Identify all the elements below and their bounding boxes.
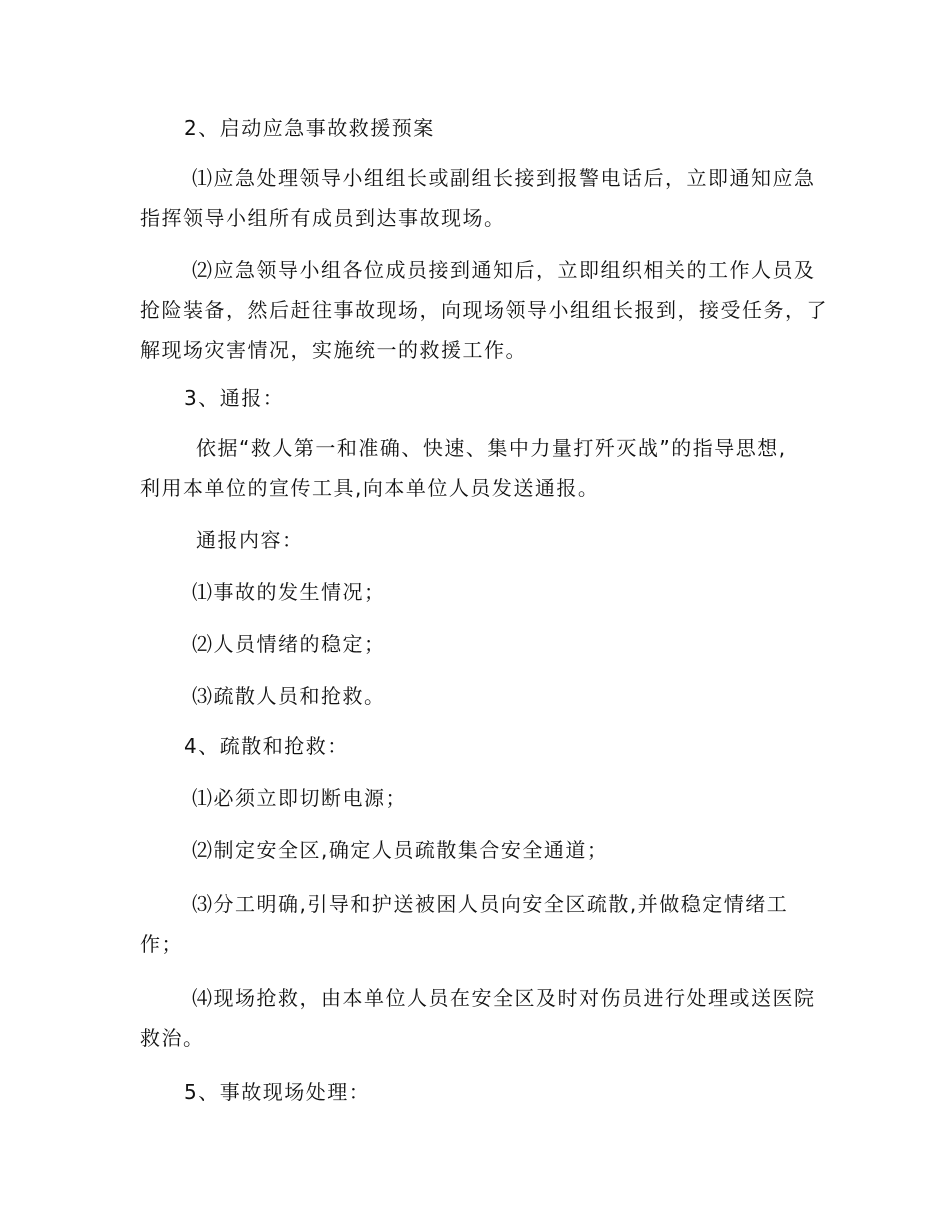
evacuation-item-2: ⑵制定安全区,确定人员疏散集合安全通道；: [192, 838, 609, 862]
evacuation-item-3: ⑶分工明确,引导和护送被困人员向安全区疏散,并做稳定情绪工作；: [140, 892, 789, 956]
paragraph-item-2: ⑵应急领导小组各位成员接到通知后，立即组织相关的工作人员及抢险装备，然后赶往事故现场，向现场领导小组组长报到，接受任务，了解现场灾害情况，实施统一的救援工作。: [140, 258, 828, 362]
notice-item-1: ⑴事故的发生情况；: [192, 580, 386, 604]
heading-section-2: 2、启动应急事故救援预案: [184, 116, 435, 140]
notice-item-3: ⑶疏散人员和抢救。: [192, 684, 386, 708]
paragraph-notice-basis: 依据“救人第一和准确、快速、集中力量打歼灭战”的指导思想,利用本单位的宣传工具,向本单位人员发送通报。: [140, 436, 787, 500]
paragraph-item-1: ⑴应急处理领导小组组长或副组长接到报警电话后，立即通知应急指挥领导小组所有成员到达事故现场。: [140, 166, 816, 230]
notice-item-2: ⑵人员情绪的稳定；: [192, 632, 386, 656]
heading-section-5: 5、事故现场处理：: [184, 1080, 371, 1104]
evacuation-item-4: ⑷现场抢救，由本单位人员在安全区及时对伤员进行处理或送医院救治。: [140, 986, 816, 1050]
notice-content-label: 通报内容：: [196, 528, 304, 552]
evacuation-item-1: ⑴必须立即切断电源；: [192, 786, 407, 810]
heading-section-4: 4、疏散和抢救：: [184, 734, 349, 758]
heading-section-3: 3、通报：: [184, 386, 285, 410]
